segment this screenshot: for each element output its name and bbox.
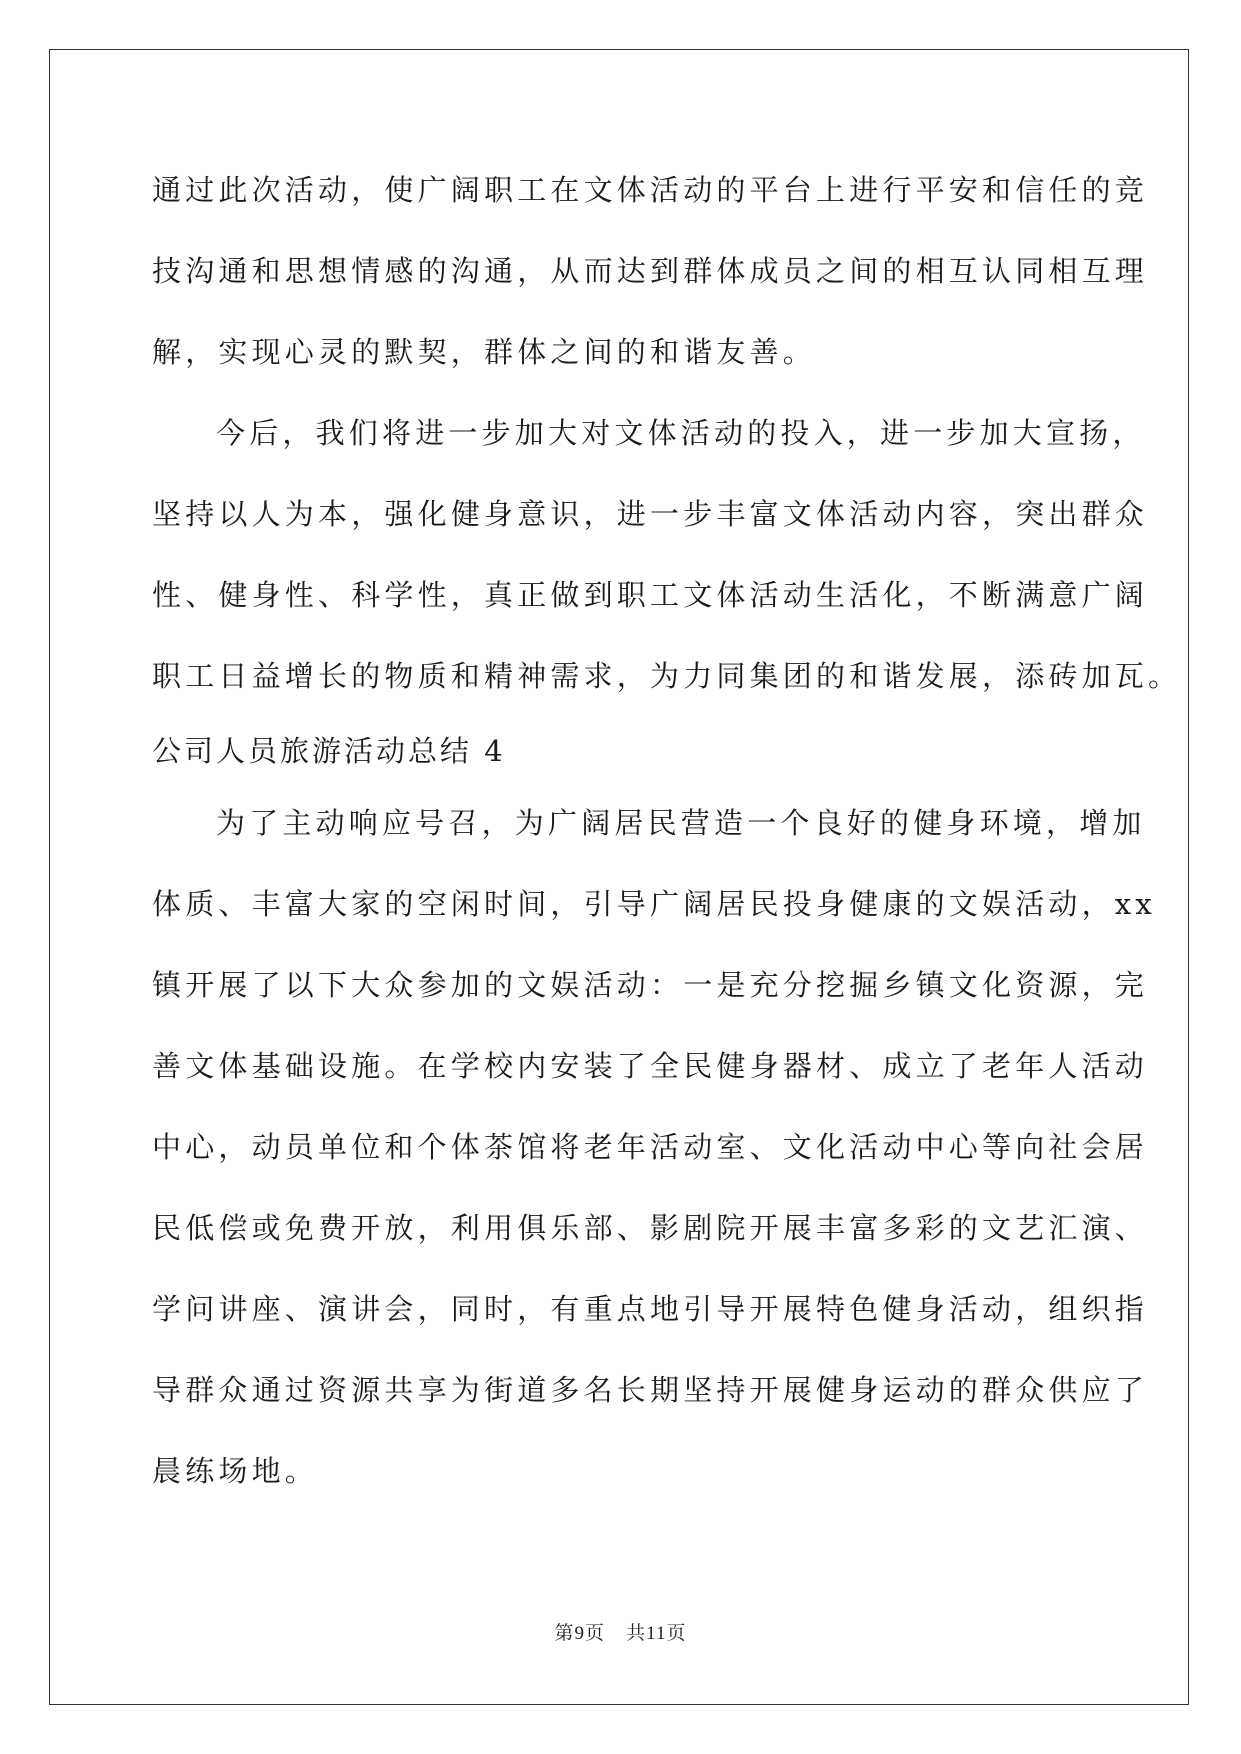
text-line: 体质、丰富大家的空闲时间，引导广阔居民投身健康的文娱活动，xx <box>152 887 1156 921</box>
text-line: 坚持以人为本，强化健身意识，进一步丰富文体活动内容，突出群众 <box>152 497 1149 531</box>
text-line: 解，实现心灵的默契，群体之间的和谐友善。 <box>152 335 817 369</box>
paragraph <box>152 403 1182 727</box>
page-total: 11 <box>646 1623 667 1644</box>
paragraph <box>152 160 1149 403</box>
text-line: 学问讲座、演讲会，同时，有重点地引导开展特色健身活动，组织指 <box>152 1292 1149 1326</box>
page-prefix: 第 <box>554 1622 575 1644</box>
document-body <box>152 160 1182 1522</box>
text-line: 晨练场地。 <box>152 1454 319 1488</box>
text-line: 性、健身性、科学性，真正做到职工文体活动生活化，不断满意广阔 <box>152 578 1149 612</box>
page-label: 页 <box>585 1622 606 1644</box>
text-line: 镇开展了以下大众参加的文娱活动：一是充分挖掘乡镇文化资源，完 <box>152 968 1149 1002</box>
section-heading: 公司人员旅游活动总结 4 <box>152 734 506 768</box>
paragraph <box>152 793 1156 1522</box>
total-label: 页 <box>666 1622 687 1644</box>
text-line: 民低偿或免费开放，利用俱乐部、影剧院开展丰富多彩的文艺汇演、 <box>152 1211 1149 1245</box>
text-line: 中心，动员单位和个体茶馆将老年活动室、文化活动中心等向社会居 <box>152 1130 1149 1164</box>
text-line: 职工日益增长的物质和精神需求，为力同集团的和谐发展，添砖加瓦。 <box>152 659 1182 693</box>
text-line: 为了主动响应号召，为广阔居民营造一个良好的健身环境，增加 <box>216 806 1146 840</box>
text-line: 善文体基础设施。在学校内安装了全民健身器材、成立了老年人活动 <box>152 1049 1149 1083</box>
text-line: 技沟通和思想情感的沟通，从而达到群体成员之间的相互认同相互理 <box>152 254 1149 288</box>
text-line: 导群众通过资源共享为街道多名长期坚持开展健身运动的群众供应了 <box>152 1373 1149 1407</box>
page-footer <box>0 1618 1241 1645</box>
text-line: 今后，我们将进一步加大对文体活动的投入，进一步加大宣扬， <box>216 416 1146 450</box>
page-current: 9 <box>574 1623 586 1644</box>
text-line: 通过此次活动，使广阔职工在文体活动的平台上进行平安和信任的竞 <box>152 173 1149 207</box>
total-prefix: 共 <box>626 1622 647 1644</box>
